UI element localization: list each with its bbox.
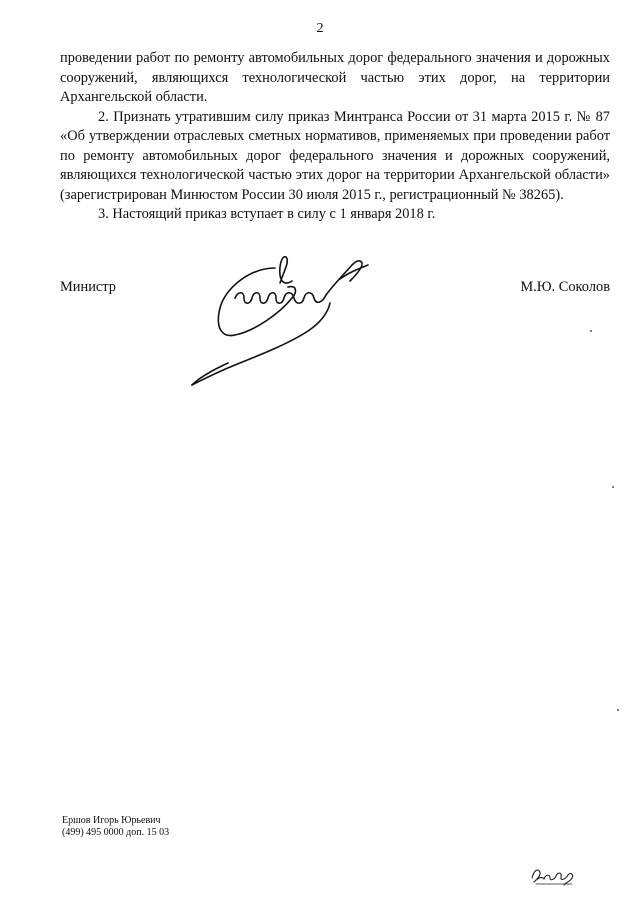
scan-speck bbox=[612, 486, 614, 488]
signer-name: М.Ю. Соколов bbox=[520, 279, 610, 295]
executor-name: Ершов Игорь Юрьевич bbox=[62, 815, 161, 826]
document-body bbox=[60, 49, 610, 225]
executor-info bbox=[62, 815, 169, 839]
paragraph-item-2: 2. Признать утратившим силу приказ Минтранса России от 31 марта 2015 г. № 87 «Об утверждении отраслевых сметных нормативов, применяемых при проведении работ по ремонту автомобильных дорог федерального значения и дорожных сооружений, являющихся технологической частью этих дорог на территории Архангельской области» (зарегистрирован Минюстом России 30 июля 2015 г., регистрационный № 38265). bbox=[60, 108, 610, 203]
position-title: Министр bbox=[60, 279, 116, 295]
paragraph-continuation: проведении работ по ремонту автомобильных дорог федерального значения и дорожных сооружений, являющихся технологической частью этих дорог, на территории Архангельской области. bbox=[60, 50, 610, 105]
handwritten-signature bbox=[180, 243, 390, 393]
scan-speck bbox=[590, 330, 592, 332]
handwritten-initials bbox=[528, 860, 578, 888]
executor-phone: (499) 495 0000 доп. 15 03 bbox=[62, 827, 170, 838]
scan-speck bbox=[617, 709, 619, 711]
page-number: 2 bbox=[316, 21, 324, 36]
paragraph-item-3: 3. Настоящий приказ вступает в силу с 1 января 2018 г. bbox=[98, 206, 436, 222]
